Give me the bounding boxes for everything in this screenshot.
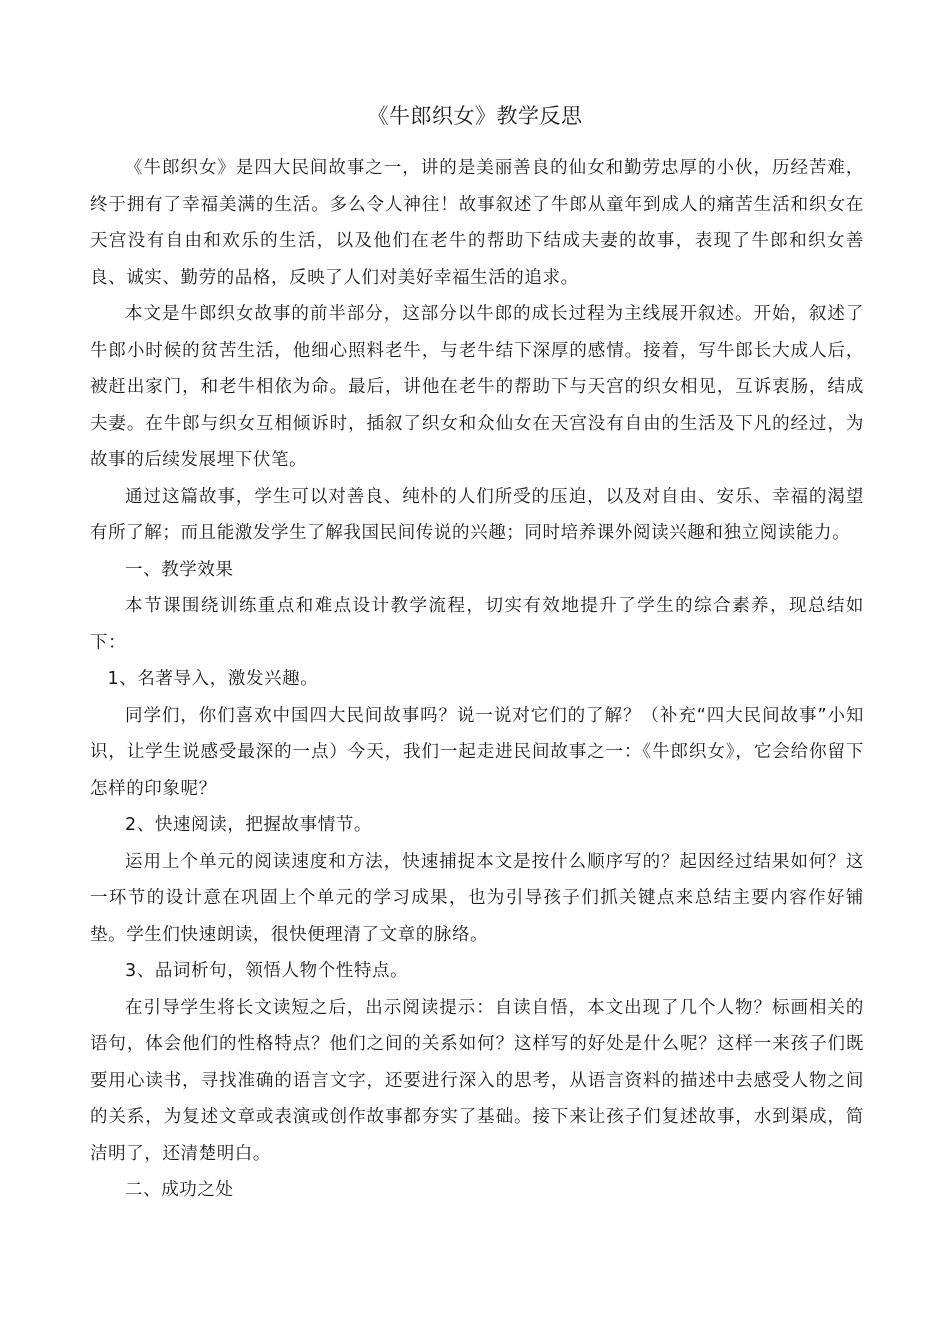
paragraph-item-2: 运用上个单元的阅读速度和方法，快速捕捉本文是按什么顺序写的？起因经过结果如何？这一环节的设计意在巩固上个单元的学习成果，也为引导孩子们抓关键点来总结主要内容作好铺垫。学生们快速朗读，很快便理清了文章的脉络。 xyxy=(90,851,864,945)
paragraph-item-1: 同学们，你们喜欢中国四大民间故事吗？说一说对它们的了解？（补充“四大民间故事”小知识，让学生说感受最深的一点）今天，我们一起走进民间故事之一：《牛郎织女》，它会给你留下怎样的印象呢？ xyxy=(90,705,864,799)
list-item-3-heading: 3、品词析句，领悟人物个性特点。 xyxy=(125,961,409,981)
document-body xyxy=(90,150,864,1209)
paragraph-effect-intro: 本节课围绕训练重点和难点设计教学流程，切实有效地提升了学生的综合素养，现总结如下： xyxy=(90,596,864,653)
paragraph-item-3: 在引导学生将长文读短之后，出示阅读提示：自读自悟，本文出现了几个人物？标画相关的语句，体会他们的性格特点？他们之间的关系如何？这样写的好处是什么呢？这样一来孩子们既要用心读书，寻找准确的语言文字，还要进行深入的思考，从语言资料的描述中去感受人物之间的关系，为复述文章或表演或创作故事都夯实了基础。接下来让孩子们复述故事，水到渠成，简洁明了，还清楚明白。 xyxy=(90,997,864,1164)
list-item-1-heading: 1、名著导入，激发兴趣。 xyxy=(107,669,319,689)
paragraph-summary: 本文是牛郎织女故事的前半部分，这部分以牛郎的成长过程为主线展开叙述。开始，叙述了牛郎小时候的贫苦生活，他细心照料老牛，与老牛结下深厚的感情。接着，写牛郎长大成人后，被赶出家门，和老牛相依为命。最后，讲他在老牛的帮助下与天宫的织女相见，互诉衷肠，结成夫妻。在牛郎与织女互相倾诉时，插叙了织女和众仙女在天宫没有自由的生活及下凡的经过，为故事的后续发展埋下伏笔。 xyxy=(90,304,864,470)
document-title: 《牛郎织女》教学反思 xyxy=(367,104,583,128)
section-heading-teaching-effect: 一、教学效果 xyxy=(125,559,234,580)
section-heading-successes: 二、成功之处 xyxy=(125,1180,234,1200)
paragraph-goals: 通过这篇故事，学生可以对善良、纯朴的人们所受的压迫，以及对自由、安乐、幸福的渴望有所了解；而且能激发学生了解我国民间传说的兴趣；同时培养课外阅读兴趣和独立阅读能力。 xyxy=(90,486,864,543)
list-item-2-heading: 2、快速阅读，把握故事情节。 xyxy=(125,815,373,835)
paragraph-intro: 《牛郎织女》是四大民间故事之一，讲的是美丽善良的仙女和勤劳忠厚的小伙，历经苦难，终于拥有了幸福美满的生活。多么令人神往！故事叙述了牛郎从童年到成人的痛苦生活和织女在天宫没有自由和欢乐的生活，以及他们在老牛的帮助下结成夫妻的故事，表现了牛郎和织女善良、诚实、勤劳的品格，反映了人们对美好幸福生活的追求。 xyxy=(90,158,864,288)
